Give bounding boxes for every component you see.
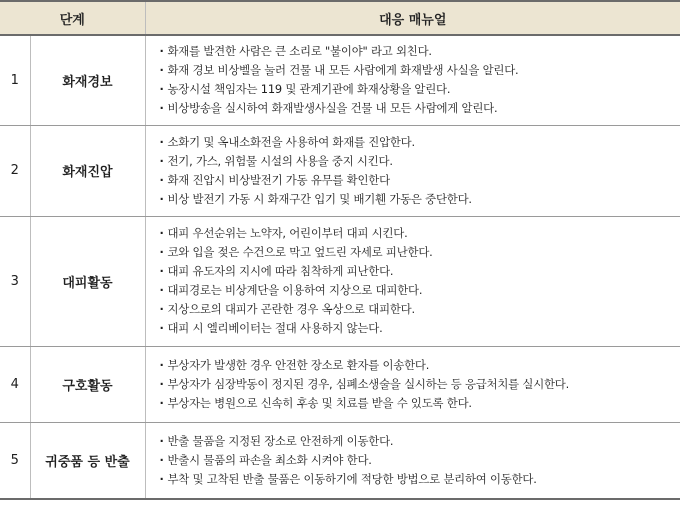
row-number: 3 bbox=[0, 216, 30, 346]
list-item: · 부착 및 고착된 반출 물품은 이동하기에 적당한 방법으로 분리하여 이동한다. bbox=[160, 470, 680, 489]
header-step: 단계 bbox=[0, 1, 145, 35]
table-header bbox=[0, 1, 680, 35]
row-number: 1 bbox=[0, 35, 30, 125]
manual-cell bbox=[145, 422, 680, 499]
step-name: 대피활동 bbox=[30, 216, 145, 346]
step-name: 귀중품 등 반출 bbox=[30, 422, 145, 499]
list-item: · 반출시 물품의 파손을 최소화 시켜야 한다. bbox=[160, 451, 680, 470]
list-item: · 소화기 및 옥내소화전을 사용하여 화재를 진압한다. bbox=[160, 133, 680, 152]
list-item: · 부상자가 심장박동이 정지된 경우, 심폐소생술을 실시하는 등 응급처치를 실시한다. bbox=[160, 375, 680, 394]
list-item: · 대피경로는 비상계단을 이용하여 지상으로 대피한다. bbox=[160, 281, 680, 300]
row-number: 2 bbox=[0, 125, 30, 216]
step-name: 화재진압 bbox=[30, 125, 145, 216]
list-item: · 부상자는 병원으로 신속히 후송 및 치료를 받을 수 있도록 한다. bbox=[160, 394, 680, 413]
row-number: 4 bbox=[0, 346, 30, 422]
manual-list bbox=[160, 432, 680, 489]
list-item: · 농장시설 책임자는 119 및 관계기관에 화재상황을 알린다. bbox=[160, 80, 680, 99]
list-item: · 코와 입을 젖은 수건으로 막고 엎드린 자세로 피난한다. bbox=[160, 243, 680, 262]
table-body bbox=[0, 35, 680, 499]
table-row bbox=[0, 422, 680, 499]
list-item: · 지상으로의 대피가 곤란한 경우 옥상으로 대피한다. bbox=[160, 300, 680, 319]
manual-cell bbox=[145, 35, 680, 125]
table-row bbox=[0, 216, 680, 346]
list-item: · 대피 유도자의 지시에 따라 침착하게 피난한다. bbox=[160, 262, 680, 281]
list-item: · 대피 시 엘리베이터는 절대 사용하지 않는다. bbox=[160, 319, 680, 338]
table-row bbox=[0, 346, 680, 422]
list-item: · 비상 발전기 가동 시 화재구간 입기 및 배기휀 가동은 중단한다. bbox=[160, 190, 680, 209]
header-row bbox=[0, 1, 680, 35]
manual-list bbox=[160, 224, 680, 338]
manual-cell bbox=[145, 216, 680, 346]
list-item: · 부상자가 발생한 경우 안전한 장소로 환자를 이송한다. bbox=[160, 356, 680, 375]
manual-list bbox=[160, 356, 680, 413]
table-row bbox=[0, 35, 680, 125]
manual-cell bbox=[145, 125, 680, 216]
list-item: · 화재 진압시 비상발전기 가동 유무를 확인한다 bbox=[160, 171, 680, 190]
list-item: · 화재 경보 비상벨을 눌러 건물 내 모든 사람에게 화재발생 사실을 알린다. bbox=[160, 61, 680, 80]
manual-cell bbox=[145, 346, 680, 422]
step-name: 화재경보 bbox=[30, 35, 145, 125]
list-item: · 반출 물품을 지정된 장소로 안전하게 이동한다. bbox=[160, 432, 680, 451]
manual-list bbox=[160, 133, 680, 209]
table-row bbox=[0, 125, 680, 216]
step-name: 구호활동 bbox=[30, 346, 145, 422]
manual-list bbox=[160, 42, 680, 118]
list-item: · 전기, 가스, 위험물 시설의 사용을 중지 시킨다. bbox=[160, 152, 680, 171]
list-item: · 비상방송을 실시하여 화재발생사실을 건물 내 모든 사람에게 알린다. bbox=[160, 99, 680, 118]
row-number: 5 bbox=[0, 422, 30, 499]
list-item: · 화재를 발견한 사람은 큰 소리로 "불이야" 라고 외친다. bbox=[160, 42, 680, 61]
list-item: · 대피 우선순위는 노약자, 어린이부터 대피 시킨다. bbox=[160, 224, 680, 243]
header-manual: 대응 매뉴얼 bbox=[145, 1, 680, 35]
